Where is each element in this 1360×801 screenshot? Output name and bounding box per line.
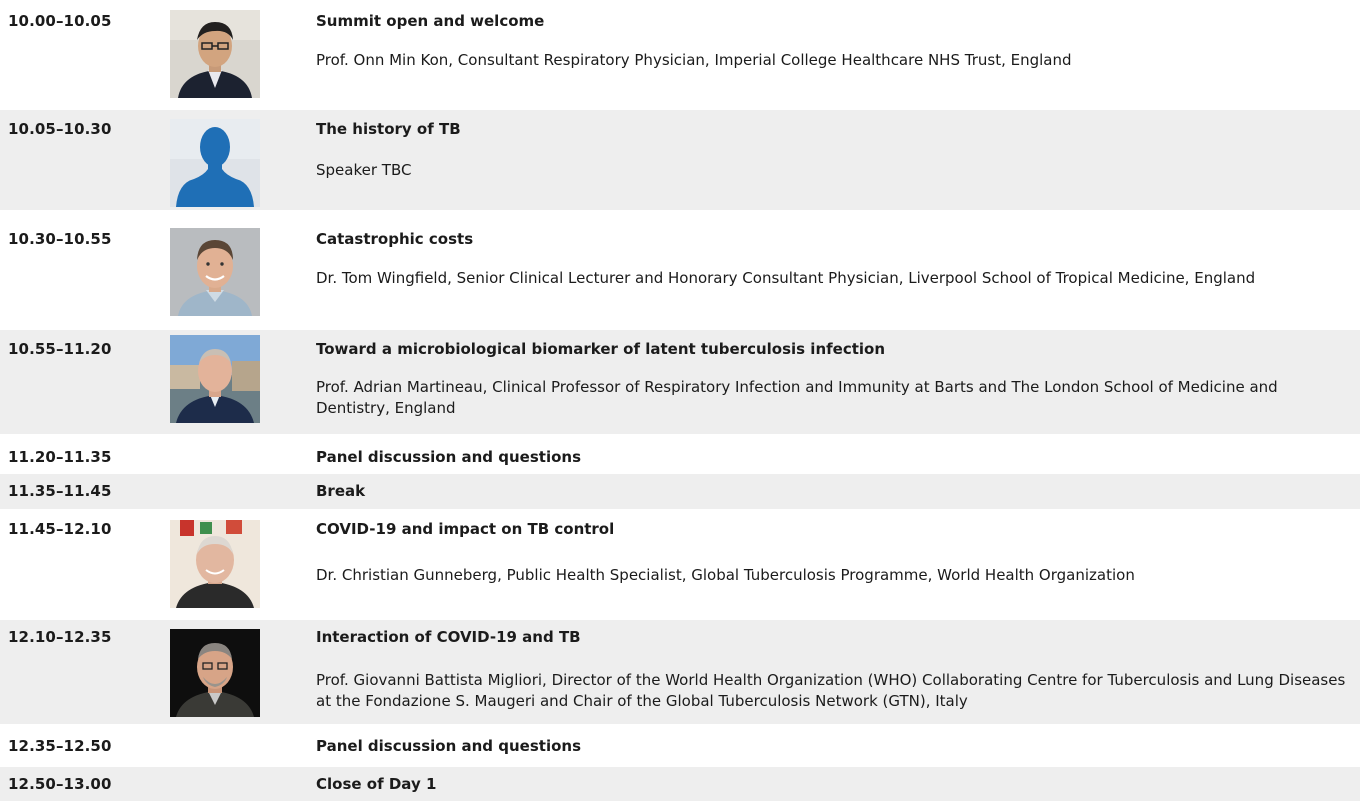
session-time: 10.55–11.20: [8, 340, 112, 358]
session-speaker: Prof. Giovanni Battista Migliori, Director of the World Health Organization (WHO) Collaborating Centre for Tuberculosis and Lung Diseases at the Fondazione S. Maugeri and Chair of the Global Tuberculosis Network (GTN), Italy: [316, 671, 1346, 710]
session-speaker: Dr. Tom Wingfield, Senior Clinical Lecturer and Honorary Consultant Physician, Liverpool School of Tropical Medicine, England: [316, 269, 1256, 287]
session-time: 12.10–12.35: [8, 628, 112, 646]
session-time: 10.05–10.30: [8, 120, 112, 138]
session-row: [0, 220, 1360, 320]
session-row: [0, 767, 1360, 801]
session-time: 11.45–12.10: [8, 520, 112, 538]
session-title: Panel discussion and questions: [316, 737, 582, 755]
session-row: [0, 443, 1360, 471]
session-title: Break: [316, 482, 366, 500]
session-row: [0, 0, 1360, 100]
session-title: Catastrophic costs: [316, 230, 474, 248]
session-title: Close of Day 1: [316, 775, 437, 793]
session-title: The history of TB: [316, 120, 461, 138]
session-row: [0, 730, 1360, 762]
speaker-photo-adrian-martineau: [170, 335, 260, 423]
session-time: 12.35–12.50: [8, 737, 112, 755]
session-speaker: Dr. Christian Gunneberg, Public Health Specialist, Global Tuberculosis Programme, World Health Organization: [316, 566, 1135, 584]
session-time: 11.20–11.35: [8, 448, 112, 466]
session-time: 10.30–10.55: [8, 230, 112, 248]
session-time: 10.00–10.05: [8, 12, 112, 30]
speaker-photo-giovanni-battista-migliori: [170, 629, 260, 717]
session-time: 11.35–11.45: [8, 482, 112, 500]
placeholder-person-icon: [170, 119, 260, 207]
session-title: Toward a microbiological biomarker of latent tuberculosis infection: [316, 340, 886, 358]
session-title: Interaction of COVID-19 and TB: [316, 628, 581, 646]
speaker-photo-christian-gunneberg: [170, 520, 260, 608]
speaker-photo-onn-min-kon: [170, 10, 260, 98]
session-row: [0, 110, 1360, 210]
speaker-photo-tom-wingfield: [170, 228, 260, 316]
session-title: Panel discussion and questions: [316, 448, 582, 466]
session-title: Summit open and welcome: [316, 12, 545, 30]
session-title: COVID-19 and impact on TB control: [316, 520, 615, 538]
session-time: 12.50–13.00: [8, 775, 112, 793]
session-speaker: Speaker TBC: [316, 161, 412, 179]
session-row: [0, 330, 1360, 434]
session-speaker: Prof. Adrian Martineau, Clinical Professor of Respiratory Infection and Immunity at Barts and The London School of Medicine and Dentistry, England: [316, 378, 1278, 417]
session-row: [0, 474, 1360, 509]
session-row: [0, 620, 1360, 724]
session-row: [0, 512, 1360, 616]
session-speaker: Prof. Onn Min Kon, Consultant Respiratory Physician, Imperial College Healthcare NHS Trust, England: [316, 51, 1072, 69]
